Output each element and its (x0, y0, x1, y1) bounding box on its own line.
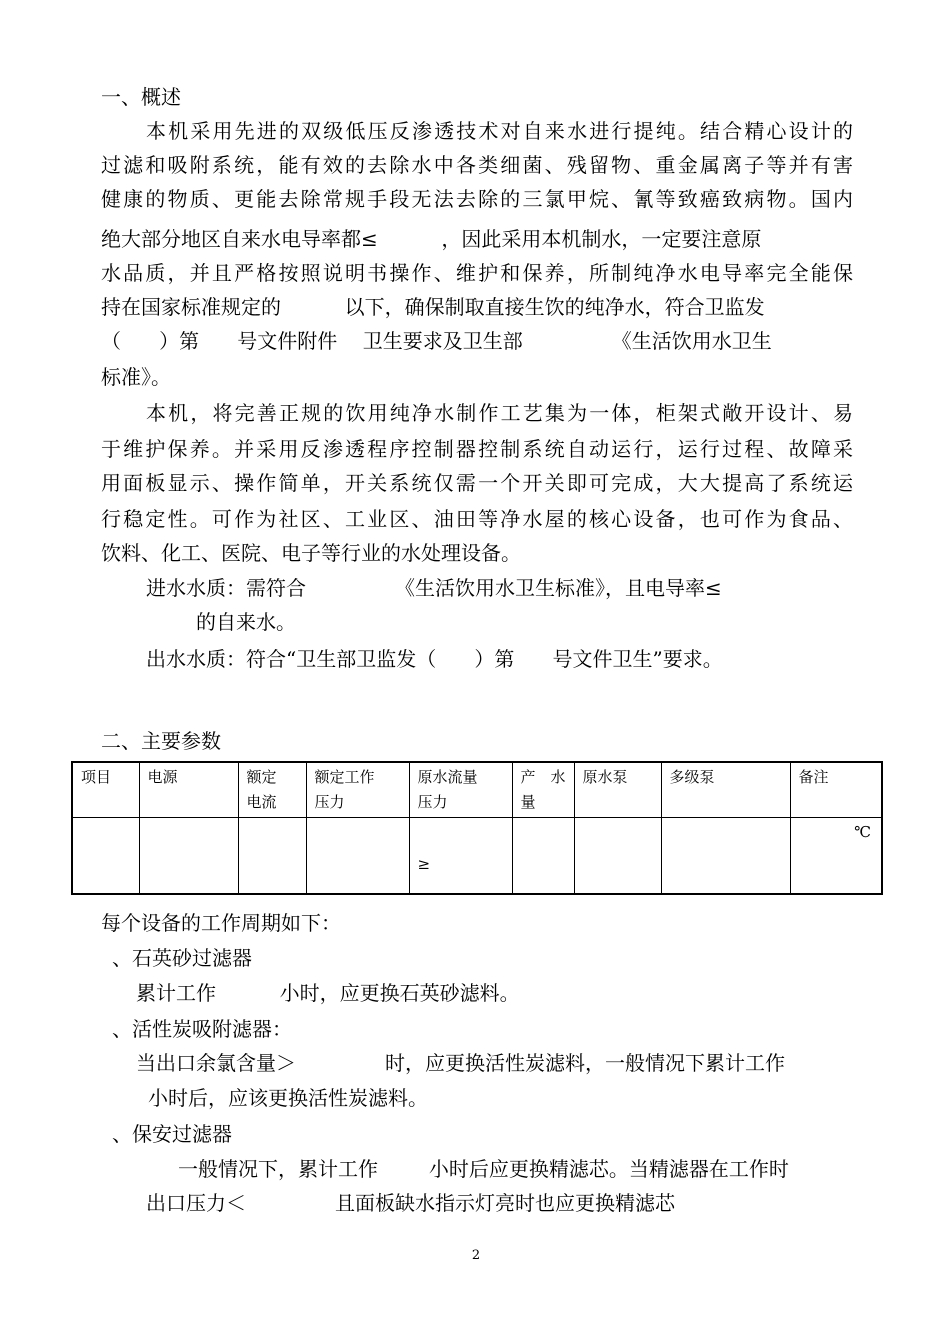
section2-heading: 二、主要参数 (101, 729, 221, 753)
header-power: 电源 (139, 762, 238, 818)
para2-line-1: 本机，将完善正规的饮用纯净水制作工艺集为一体，柜架式敞开设计、易 (146, 401, 853, 425)
cell-remarks (790, 818, 882, 895)
cycle-intro: 每个设备的工作周期如下： (101, 911, 341, 935)
para2-line-2: 于维护保养。并采用反渗透程序控制器控制系统自动运行，运行过程、故障采 (101, 437, 853, 461)
header-rated-current: 额定 电流 (238, 762, 306, 818)
para2-line-5: 饮料、化工、医院、电子等行业的水处理设备。 (101, 541, 521, 565)
header-remarks: 备注 (790, 762, 882, 818)
cell-raw-pump (574, 818, 661, 895)
cell-item (72, 818, 139, 895)
ge-symbol: ≥ (417, 855, 431, 873)
cell-raw-flow-pressure (409, 818, 512, 895)
header-raw-pump: 原水泵 (574, 762, 661, 818)
cycle-item3-title: 、保安过滤器 (112, 1122, 232, 1146)
table-header-row (72, 762, 882, 818)
cycle-item2-text1: 当出口余氯含量＞ 时，应更换活性炭滤料，一般情况下累计工作 (136, 1051, 786, 1075)
para1-line-6: 持在国家标准规定的 以下，确保制取直接生饮的纯净水，符合卫监发 (101, 295, 765, 319)
para1-line-8: 标准》。 (101, 365, 171, 389)
para1-line-2: 过滤和吸附系统，能有效的去除水中各类细菌、残留物、重金属离子等并有害 (101, 153, 853, 177)
parameters-table (71, 761, 883, 895)
cell-rated-pressure (306, 818, 409, 895)
section1-heading: 一、概述 (101, 85, 181, 109)
header-item: 项目 (72, 762, 139, 818)
cell-output (512, 818, 574, 895)
header-rated-pressure: 额定工作 压力 (306, 762, 409, 818)
table-row (72, 818, 882, 895)
cycle-item3-text2: 出口压力＜ 且面板缺水指示灯亮时也应更换精滤芯 (146, 1191, 676, 1215)
celsius-symbol: ℃ (854, 823, 871, 841)
para1-line-7: （ ）第 号文件附件 卫生要求及卫生部 《生活饮用水卫生 (101, 329, 772, 353)
cycle-item3-text1: 一般情况下，累计工作 小时后应更换精滤芯。当精滤器在工作时 (178, 1157, 789, 1181)
page-number: 2 (471, 1248, 481, 1263)
cycle-item1-text: 累计工作 小时，应更换石英砂滤料。 (136, 981, 520, 1005)
outlet-quality-line: 出水水质：符合“卫生部卫监发（ ）第 号文件卫生”要求。 (146, 647, 723, 671)
inlet-quality-line-2: 的自来水。 (196, 610, 296, 634)
header-raw-flow-pressure: 原水流量 压力 (409, 762, 512, 818)
header-output: 产 水 量 (512, 762, 574, 818)
cycle-item2-title: 、活性炭吸附滤器： (112, 1017, 292, 1041)
para1-line-5: 水品质，并且严格按照说明书操作、维护和保养，所制纯净水电导率完全能保 (101, 261, 853, 285)
para1-line-1: 本机采用先进的双级低压反渗透技术对自来水进行提纯。结合精心设计的 (146, 119, 853, 143)
cell-multistage-pump (661, 818, 790, 895)
para1-line-3: 健康的物质、更能去除常规手段无法去除的三氯甲烷、氰等致癌致病物。国内 (101, 187, 853, 211)
cycle-item2-text2: 小时后，应该更换活性炭滤料。 (148, 1086, 428, 1110)
para1-line-4: 绝大部分地区自来水电导率都≤ ，因此采用本机制水，一定要注意原 (101, 227, 762, 251)
para2-line-4: 行稳定性。可作为社区、工业区、油田等净水屋的核心设备，也可作为食品、 (101, 507, 853, 531)
para2-line-3: 用面板显示、操作简单，开关系统仅需一个开关即可完成，大大提高了系统运 (101, 471, 853, 495)
cycle-item1-title: 、石英砂过滤器 (112, 946, 252, 970)
header-multistage-pump: 多级泵 (661, 762, 790, 818)
inlet-quality-line-1: 进水水质：需符合 《生活饮用水卫生标准》，且电导率≤ (146, 576, 722, 600)
cell-power (139, 818, 238, 895)
cell-rated-current (238, 818, 306, 895)
